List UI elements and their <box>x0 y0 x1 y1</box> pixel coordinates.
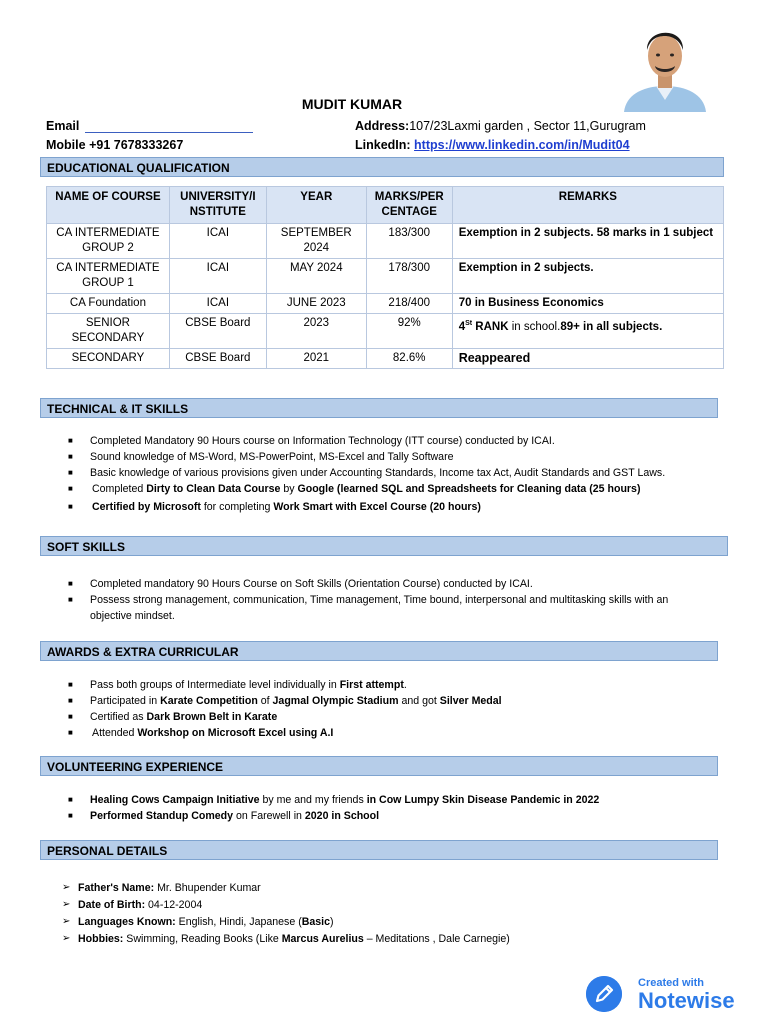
text-part: Participated in <box>90 695 161 707</box>
notewise-logo-icon <box>586 976 622 1012</box>
text-bold: Dark Brown Belt in Karate <box>146 711 278 723</box>
address-row <box>355 119 646 133</box>
list-item <box>68 592 668 624</box>
text-part: Pass both groups of Intermediate level individually in <box>90 679 340 691</box>
table-row <box>47 294 724 314</box>
cell-course: SENIOR SECONDARY <box>47 314 170 349</box>
list-item <box>68 449 665 465</box>
cell-course: CA INTERMEDIATE GROUP 1 <box>47 259 170 294</box>
detail-value: Swimming, Reading Books (Like <box>123 933 282 945</box>
cell-course: CA INTERMEDIATE GROUP 2 <box>47 224 170 259</box>
marks-all-subjects: 89+ in all subjects. <box>560 320 663 333</box>
text-bold: Certified by Microsoft <box>92 501 201 513</box>
cell-institute: CBSE Board <box>169 349 266 369</box>
rank-suffix: St <box>465 320 473 327</box>
list-item <box>68 725 502 741</box>
text-part: by <box>280 483 298 495</box>
rank-school-text: in school. <box>508 320 561 333</box>
list-item <box>62 880 510 896</box>
list-item <box>68 465 665 481</box>
detail-label: Languages Known: <box>78 916 176 928</box>
technical-section-header: TECHNICAL & IT SKILLS <box>40 398 718 418</box>
text-bold: Healing Cows Campaign Initiative <box>90 794 260 806</box>
table-row <box>47 314 724 349</box>
table-row <box>47 224 724 259</box>
email-value-line[interactable] <box>85 120 253 133</box>
education-table <box>46 186 724 369</box>
awards-list <box>68 677 502 741</box>
detail-label: Father's Name: <box>78 882 155 894</box>
address-value: 107/23Laxmi garden , Sector 11,Gurugram <box>409 119 646 133</box>
arrow-right-icon: ➢ <box>62 882 71 893</box>
text-bold: Karate Competition <box>160 695 258 707</box>
col-header-year: YEAR <box>266 187 366 224</box>
cell-marks: 178/300 <box>366 259 452 294</box>
cell-institute: ICAI <box>169 294 266 314</box>
text-bold: 2020 in School <box>304 810 380 822</box>
mobile-value: +91 7678333267 <box>89 138 184 152</box>
detail-value: Mr. Bhupender Kumar <box>154 882 261 894</box>
detail-bold: Marcus Aurelius <box>281 933 364 945</box>
bullet-icon: ■ <box>68 712 73 721</box>
linkedin-link[interactable]: https://www.linkedin.com/in/Mudit04 <box>414 138 630 152</box>
detail-value: English, Hindi, Japanese ( <box>175 916 302 928</box>
personal-section-header: PERSONAL DETAILS <box>40 840 718 860</box>
address-label: Address: <box>355 119 410 133</box>
linkedin-row <box>355 138 630 152</box>
list-item <box>68 792 599 808</box>
text-bold: Dirty to Clean Data Course <box>146 483 281 495</box>
linkedin-label: LinkedIn: <box>355 138 411 152</box>
list-item <box>68 433 665 449</box>
bullet-icon: ■ <box>68 795 73 804</box>
rank-number: 4 <box>458 320 466 333</box>
mobile-row <box>46 138 183 152</box>
text-bold: Google (learned SQL and Spreadsheets for Cleaning data (25 hours) <box>297 483 641 495</box>
list-item <box>68 481 665 497</box>
bullet-icon: ■ <box>68 696 73 705</box>
bullet-icon: ■ <box>68 680 73 689</box>
detail-label: Date of Birth: <box>78 899 146 911</box>
cell-institute: ICAI <box>169 259 266 294</box>
text-part: Attended <box>92 727 138 739</box>
list-item-text: Possess strong management, communication, Time management, Time bound, interpersonal and multitasking skills with an <box>90 594 669 606</box>
list-item <box>68 677 502 693</box>
text-bold: Jagmal Olympic Stadium <box>272 695 399 707</box>
watermark-line2: Notewise <box>638 988 735 1013</box>
cell-marks: 92% <box>366 314 452 349</box>
table-row <box>47 349 724 369</box>
bullet-icon: ■ <box>68 811 73 820</box>
col-header-remarks: REMARKS <box>452 187 723 224</box>
text-part: and got <box>398 695 440 707</box>
volunteering-section-header: VOLUNTEERING EXPERIENCE <box>40 756 718 776</box>
list-item <box>62 914 510 930</box>
bullet-icon: ■ <box>68 468 73 477</box>
bullet-icon: ■ <box>68 436 73 445</box>
soft-skills-section-header: SOFT SKILLS <box>40 536 728 556</box>
watermark-line1: Created with <box>638 977 705 989</box>
text-bold: Performed Standup Comedy <box>90 810 234 822</box>
text-bold: Silver Medal <box>439 695 502 707</box>
bullet-icon: ■ <box>68 595 73 604</box>
cell-marks: 218/400 <box>366 294 452 314</box>
cell-institute: ICAI <box>169 224 266 259</box>
cell-year: JUNE 2023 <box>266 294 366 314</box>
list-item-text: Completed mandatory 90 Hours Course on Soft Skills (Orientation Course) conducted by ICAI. <box>90 578 533 590</box>
text-bold: Workshop on Microsoft Excel using A.I <box>137 727 334 739</box>
bullet-icon: ■ <box>68 452 73 461</box>
list-item <box>62 931 510 947</box>
col-header-institute: UNIVERSITY/I NSTITUTE <box>169 187 266 224</box>
mobile-label: Mobile <box>46 138 86 152</box>
awards-section-header: AWARDS & EXTRA CURRICULAR <box>40 641 718 661</box>
bullet-icon: ■ <box>68 728 73 737</box>
list-item <box>68 693 502 709</box>
arrow-right-icon: ➢ <box>62 916 71 927</box>
list-item <box>68 499 665 515</box>
list-item-text: Basic knowledge of various provisions given under Accounting Standards, Income tax Act, Audit Standards and GST Laws. <box>90 467 666 479</box>
education-section-header: EDUCATIONAL QUALIFICATION <box>40 157 724 177</box>
email-row <box>46 119 253 133</box>
bullet-icon: ■ <box>68 484 73 493</box>
cell-course: CA Foundation <box>47 294 170 314</box>
list-item-text: objective mindset. <box>90 610 175 622</box>
list-item <box>62 897 510 913</box>
text-part: by me and my friends <box>259 794 367 806</box>
text-part: Certified as <box>90 711 147 723</box>
arrow-right-icon: ➢ <box>62 933 71 944</box>
cell-remarks: 70 in Business Economics <box>452 294 723 314</box>
cell-year: 2023 <box>266 314 366 349</box>
cell-remarks: Exemption in 2 subjects. <box>452 259 723 294</box>
cell-remarks: Reappeared <box>452 349 723 369</box>
cell-remarks: Exemption in 2 subjects. 58 marks in 1 subject <box>452 224 723 259</box>
detail-value: ) <box>330 916 334 928</box>
cell-year: SEPTEMBER 2024 <box>266 224 366 259</box>
cell-marks: 183/300 <box>366 224 452 259</box>
cell-year: 2021 <box>266 349 366 369</box>
candidate-name: MUDIT KUMAR <box>301 96 403 112</box>
cell-remarks <box>452 314 723 349</box>
text-part: on Farewell in <box>233 810 305 822</box>
personal-details-list <box>62 880 510 947</box>
cell-year: MAY 2024 <box>266 259 366 294</box>
text-bold: First attempt <box>339 679 404 691</box>
list-item-text: Completed Mandatory 90 Hours course on Information Technology (ITT course) conducted by ICAI. <box>90 435 555 447</box>
text-part: Completed <box>92 483 147 495</box>
detail-label: Hobbies: <box>78 933 124 945</box>
table-row <box>47 259 724 294</box>
text-part: . <box>403 679 407 691</box>
detail-value: 04-12-2004 <box>145 899 203 911</box>
cell-marks: 82.6% <box>366 349 452 369</box>
bullet-icon: ■ <box>68 502 73 511</box>
col-header-course: NAME OF COURSE <box>47 187 170 224</box>
email-label: Email <box>46 119 80 133</box>
text-part: for completing <box>200 501 274 513</box>
list-item <box>68 808 599 824</box>
list-item <box>68 709 502 725</box>
table-header-row <box>47 187 724 224</box>
list-item <box>68 576 668 592</box>
list-item-text: Sound knowledge of MS-Word, MS-PowerPoint, MS-Excel and Tally Software <box>90 451 454 463</box>
cell-institute: CBSE Board <box>169 314 266 349</box>
detail-bold: Basic <box>301 916 331 928</box>
rank-text: RANK <box>472 320 509 333</box>
bullet-icon: ■ <box>68 579 73 588</box>
detail-value: – Meditations , Dale Carnegie) <box>363 933 510 945</box>
text-bold: in Cow Lumpy Skin Disease Pandemic in 2022 <box>366 794 600 806</box>
text-part: of <box>257 695 273 707</box>
soft-skills-list <box>68 576 668 624</box>
text-bold: Work Smart with Excel Course (20 hours) <box>273 501 481 513</box>
cell-course: SECONDARY <box>47 349 170 369</box>
arrow-right-icon: ➢ <box>62 899 71 910</box>
volunteering-list <box>68 792 599 824</box>
pencil-icon <box>586 976 622 1012</box>
col-header-marks: MARKS/PER CENTAGE <box>366 187 452 224</box>
technical-skills-list <box>68 433 665 515</box>
